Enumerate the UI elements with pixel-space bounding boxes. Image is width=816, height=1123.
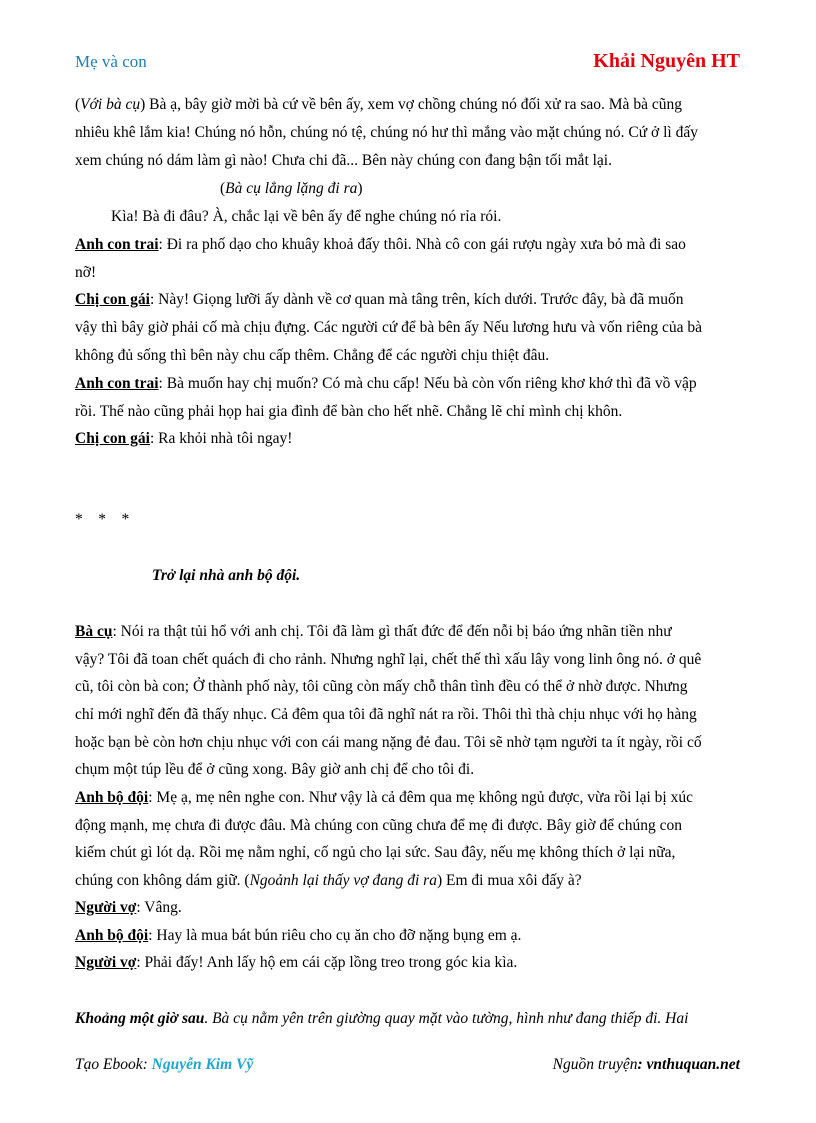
dialogue-line: rồi. Thế nào cũng phải họp hai gia đình để bàn cho hết nhẽ. Chẳng lẽ chỉ mình chị khôn. <box>75 403 623 420</box>
dialogue-line: Người vợ: Phải đấy! Anh lấy hộ em cái cặp lồng treo trong góc kia kìa. <box>75 954 518 971</box>
speaker-name: Anh bộ đội <box>75 789 149 806</box>
dialogue-line: Anh bộ đội: Hay là mua bát bún riêu cho cụ ăn cho đỡ nặng bụng em ạ. <box>75 927 522 944</box>
dialogue-line: chụm một túp lều để ở cũng xong. Bây giờ anh chị để cho tôi đi. <box>75 761 475 778</box>
narration-line: Khoảng một giờ sau. Bà cụ nằm yên trên giường quay mặt vào tường, hình như đang thiếp đi. Hai <box>75 1010 689 1027</box>
scene-title: Trở lại nhà anh bộ đội. <box>152 567 301 584</box>
dialogue-line: động mạnh, mẹ chưa đi được đâu. Mà chúng con cũng chưa để mẹ đi được. Bây giờ để chúng con <box>75 817 682 834</box>
speaker-name: Chị con gái <box>75 291 150 308</box>
dialogue-line: Anh con trai: Bà muốn hay chị muốn? Có mà chu cấp! Nếu bà còn vốn riêng khơ khớ thì đã vồ vập <box>75 375 697 392</box>
footer-source: Nguồn truyện: vnthuquan.net <box>552 1056 740 1073</box>
dialogue-line: Chị con gái: Ra khỏi nhà tôi ngay! <box>75 430 293 447</box>
author-name: Khải Nguyên HT <box>593 50 740 72</box>
speaker-name: Người vợ <box>75 899 137 916</box>
speaker-name: Bà cụ <box>75 623 113 640</box>
dialogue-line: hoặc bạn bè còn hơn chịu nhục với con cái mang nặng đẻ đau. Tôi sẽ nhờ tạm người ta ít ngày, rồi cố <box>75 734 702 751</box>
dialogue-line: chỉ mới nghĩ đến đã thấy nhục. Cả đêm qua tôi đã nghĩ nát ra rồi. Thôi thì thà chịu nhục với họ hàng <box>75 706 697 723</box>
dialogue-line: chúng con không dám giữ. (Ngoảnh lại thấy vợ đang đi ra) Em đi mua xôi đấy à? <box>75 872 582 889</box>
book-title: Mẹ và con <box>75 52 147 71</box>
footer-ebook-credit: Tạo Ebook: Nguyễn Kim Vỹ <box>75 1056 254 1073</box>
dialogue-line: Chị con gái: Này! Giọng lưỡi ấy dành về cơ quan mà tâng trên, kích dưới. Trước đây, bà đã muốn <box>75 291 684 308</box>
dialogue-line: kiếm chút gì lót dạ. Rồi mẹ nằm nghỉ, cố ngủ cho lại sức. Sau đây, nếu mẹ không thích ở lại nữa, <box>75 844 676 861</box>
dialogue-line: nỡ! <box>75 264 97 281</box>
speaker-name: Anh con trai <box>75 375 159 392</box>
dialogue-line: không đủ sống thì bên này chu cấp thêm. Chẳng để các người chịu thiệt đâu. <box>75 347 550 364</box>
speaker-name: Chị con gái <box>75 430 150 447</box>
dialogue-line: Người vợ: Vâng. <box>75 899 182 916</box>
section-separator: * * * <box>75 511 130 528</box>
paragraph-line: (Với bà cụ) Bà ạ, bây giờ mời bà cứ về bên ấy, xem vợ chồng chúng nó đối xử ra sao. Mà bà cũng <box>75 96 682 113</box>
dialogue-line: vậy thì bây giờ phải cố mà chịu đựng. Các người cứ để bà bên ấy Nếu lương hưu và vốn riêng của bà <box>75 319 703 336</box>
dialogue-line: Bà cụ: Nói ra thật tủi hổ với anh chị. Tôi đã làm gì thất đức để đến nỗi bị báo ứng nhãn tiền như <box>75 623 672 640</box>
dialogue-line: cũ, tôi còn bà con; Ở thành phố này, tôi cũng còn mấy chỗ thân tình đều có thể ở nhờ được. Nhưng <box>75 678 688 695</box>
dialogue-line: vậy? Tôi đã toan chết quách đi cho rảnh. Nhưng nghĩ lại, chết thế thì xấu lây vong linh ông nó. ở quê <box>75 651 702 668</box>
paragraph-line: nhiêu khê lắm kia! Chúng nó hỗn, chúng nó tệ, chúng nó hư thì mắng vào mặt chúng nó. Cứ ở lì đấy <box>75 124 698 141</box>
dialogue-line: Anh bộ đội: Mẹ ạ, mẹ nên nghe con. Như vậy là cả đêm qua mẹ không ngủ được, vừa rồi lại bị xúc <box>75 789 693 806</box>
speaker-name: Anh con trai <box>75 236 159 253</box>
paragraph-line: Kìa! Bà đi đâu? À, chắc lại về bên ấy để nghe chúng nó rỉa rói. <box>111 208 502 225</box>
source-link[interactable]: vnthuquan.net <box>646 1056 740 1073</box>
speaker-name: Người vợ <box>75 954 137 971</box>
stage-direction: (Bà cụ lẳng lặng đi ra) <box>220 180 363 197</box>
paragraph-line: xem chúng nó dám làm gì nào! Chưa chi đã... Bên này chúng con đang bận tối mắt lại. <box>75 152 612 169</box>
speaker-name: Anh bộ đội <box>75 927 149 944</box>
dialogue-line: Anh con trai: Đi ra phố dạo cho khuây khoả đấy thôi. Nhà cô con gái rượu ngày xưa bỏ mà đi sao <box>75 236 686 253</box>
